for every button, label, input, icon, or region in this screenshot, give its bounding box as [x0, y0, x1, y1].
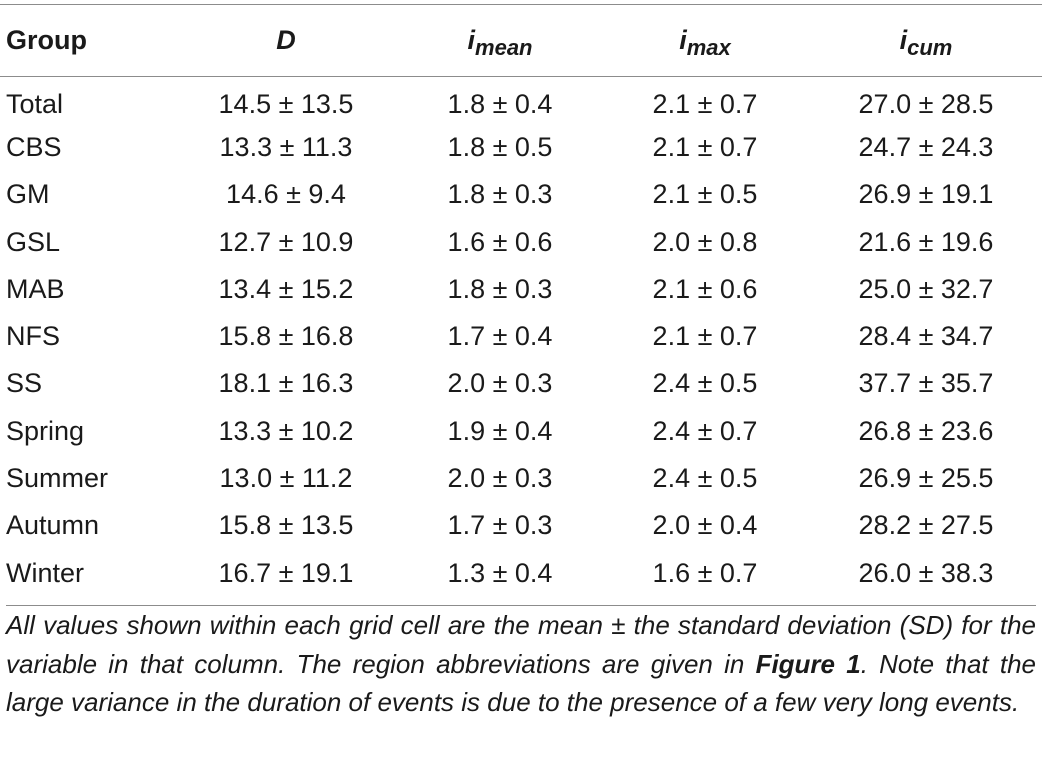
cell-i-cum: 26.9 ± 19.1	[858, 179, 994, 210]
cell-i-max: 2.1 ± 0.6	[652, 273, 758, 304]
cell-group: GM	[6, 179, 50, 210]
cell-i-mean: 2.0 ± 0.3	[447, 463, 553, 494]
cell-i-cum: 28.4 ± 34.7	[858, 321, 994, 352]
cell-group: NFS	[6, 321, 60, 352]
cell-i-mean: 2.0 ± 0.3	[447, 368, 553, 399]
table-footnote	[6, 605, 1036, 722]
cell-i-cum: 26.9 ± 25.5	[858, 463, 994, 494]
header-group: Group	[6, 25, 87, 55]
cell-i-mean: 1.8 ± 0.3	[447, 273, 553, 304]
footnote-text-end: . Note that the large variance in the duration of events is due to the presence of a few very long events.	[6, 648, 1036, 717]
cell-group: Total	[6, 88, 64, 119]
header-duration: D	[276, 25, 296, 55]
table-row	[0, 218, 1042, 265]
cell-i-mean: 1.8 ± 0.5	[447, 131, 553, 162]
header-i-cum: $i_{cum}$	[899, 25, 953, 60]
table-row	[0, 124, 1042, 171]
cell-i-cum: 26.8 ± 23.6	[858, 415, 994, 446]
cell-i-max: 2.0 ± 0.4	[652, 510, 758, 541]
cell-i-max: 2.4 ± 0.5	[652, 463, 758, 494]
cell-duration: 15.8 ± 13.5	[218, 510, 354, 541]
cell-i-cum: 25.0 ± 32.7	[858, 273, 994, 304]
cell-i-max: 2.1 ± 0.7	[652, 321, 758, 352]
cell-group: Autumn	[6, 510, 100, 541]
table-row	[0, 313, 1042, 360]
cell-i-mean: 1.7 ± 0.3	[447, 510, 553, 541]
table-row	[0, 266, 1042, 313]
cell-i-mean: 1.8 ± 0.3	[447, 179, 553, 210]
cell-group: Winter	[6, 557, 85, 588]
cell-duration: 15.8 ± 16.8	[218, 321, 354, 352]
cell-duration: 13.3 ± 11.3	[219, 131, 353, 162]
cell-i-max: 2.4 ± 0.5	[652, 368, 758, 399]
header-i-max: $i_{max}$	[679, 25, 731, 60]
header-row	[0, 5, 1042, 77]
table-body	[0, 77, 1042, 597]
cell-i-cum: 21.6 ± 19.6	[858, 226, 994, 257]
cell-i-cum: 27.0 ± 28.5	[858, 88, 994, 119]
cell-i-mean: 1.7 ± 0.4	[447, 321, 553, 352]
cell-group: MAB	[6, 273, 65, 304]
data-table	[0, 4, 1042, 597]
cell-i-max: 2.1 ± 0.7	[652, 131, 758, 162]
table-row	[0, 171, 1042, 218]
cell-i-max: 1.6 ± 0.7	[652, 557, 758, 588]
cell-group: GSL	[6, 226, 61, 257]
header-i-mean: $i_{mean}$	[467, 25, 533, 60]
table-row	[0, 408, 1042, 455]
figure-reference-link[interactable]: Figure 1	[755, 648, 861, 679]
cell-i-max: 2.1 ± 0.7	[652, 88, 758, 119]
cell-duration: 13.3 ± 10.2	[218, 415, 354, 446]
cell-i-max: 2.0 ± 0.8	[652, 226, 758, 257]
cell-group: Spring	[6, 415, 85, 446]
cell-group: SS	[6, 368, 43, 399]
table-row	[0, 549, 1042, 596]
table-row	[0, 360, 1042, 407]
table-row	[0, 502, 1042, 549]
table-row	[0, 77, 1042, 124]
cell-duration: 13.0 ± 11.2	[219, 463, 353, 494]
cell-duration: 16.7 ± 19.1	[218, 557, 354, 588]
table-header	[0, 5, 1042, 77]
cell-i-mean: 1.3 ± 0.4	[447, 557, 553, 588]
cell-i-max: 2.1 ± 0.5	[652, 179, 758, 210]
cell-i-cum: 37.7 ± 35.7	[858, 368, 994, 399]
cell-duration: 12.7 ± 10.9	[218, 226, 354, 257]
cell-i-mean: 1.9 ± 0.4	[447, 415, 553, 446]
cell-i-cum: 24.7 ± 24.3	[858, 131, 994, 162]
cell-i-cum: 28.2 ± 27.5	[858, 510, 994, 541]
cell-duration: 13.4 ± 15.2	[218, 273, 354, 304]
cell-i-cum: 26.0 ± 38.3	[858, 557, 994, 588]
cell-i-mean: 1.8 ± 0.4	[447, 88, 553, 119]
table-row	[0, 455, 1042, 502]
cell-i-max: 2.4 ± 0.7	[652, 415, 758, 446]
cell-i-mean: 1.6 ± 0.6	[447, 226, 553, 257]
cell-duration: 18.1 ± 16.3	[218, 368, 354, 399]
cell-duration: 14.5 ± 13.5	[218, 88, 354, 119]
cell-group: CBS	[6, 131, 62, 162]
cell-group: Summer	[6, 463, 109, 494]
cell-duration: 14.6 ± 9.4	[226, 179, 346, 210]
footnote-text-start: All values shown within each grid cell are the mean ± the standard deviation (SD) for the variable in that column. The region abbreviations are given in	[6, 610, 1036, 679]
